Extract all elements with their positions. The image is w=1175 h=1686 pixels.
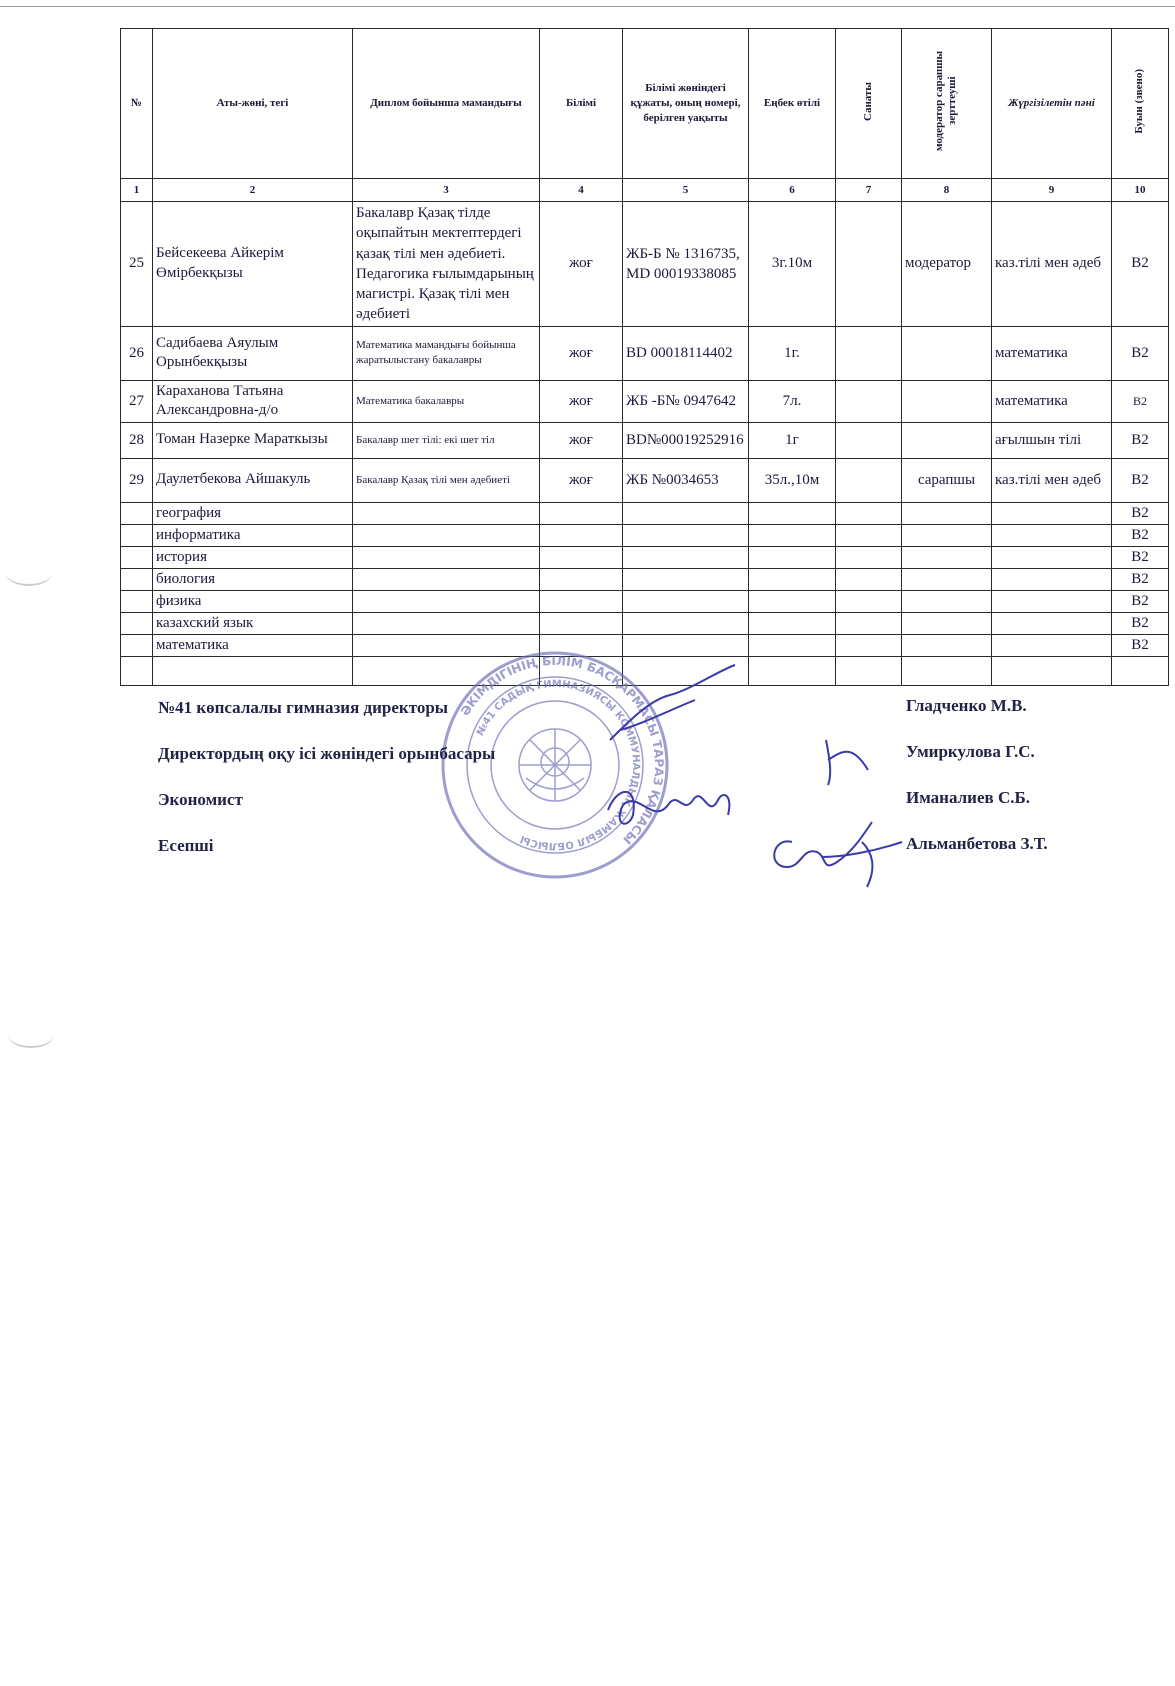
seal-inner-text: №41 САДЫҚ ГИМНАЗИЯСЫ КОММУНАЛДЫҚ ЖАМБЫЛ ОБЛЫСЫ [475,678,642,852]
row-role [902,326,992,380]
subject-name: биология [153,568,353,590]
signature-name-director: Гладченко М.В. [906,696,1027,715]
row-zveno: B2 [1112,202,1169,327]
subject-name: история [153,546,353,568]
header-category-cell [836,29,902,179]
subject-zveno: B2 [1112,590,1169,612]
subject-zveno: B2 [1112,524,1169,546]
row-diploma: Математика бакалавры [353,380,540,422]
header-experience: Еңбек өтілі [749,29,836,179]
signature-title-deputy: Директордың оқу ісі жөніндегі орынбасары [158,744,496,763]
subject-row [121,590,1169,612]
subject-zveno: B2 [1112,634,1169,656]
header-no: № [121,29,153,179]
row-subject: ағылшын тілі [992,422,1112,458]
row-category [836,380,902,422]
table-row [121,422,1169,458]
row-name: Даулетбекова Айшакуль [153,458,353,502]
handwritten-signature [600,660,740,750]
column-number: 5 [623,179,749,202]
subject-zveno: B2 [1112,612,1169,634]
row-education: жоғ [540,202,623,327]
row-name: Бейсекеева Айкерім Өмірбекқызы [153,202,353,327]
subject-row [121,546,1169,568]
row-zveno: B2 [1112,458,1169,502]
header-diploma: Диплом бойынша мамандығы [353,29,540,179]
subject-zveno: B2 [1112,546,1169,568]
row-experience: 7л. [749,380,836,422]
row-category [836,326,902,380]
row-role: сарапшы [902,458,992,502]
table-row [121,458,1169,502]
row-zveno: B2 [1112,326,1169,380]
row-no: 28 [121,422,153,458]
row-name: Садибаева Аяулым Орынбекқызы [153,326,353,380]
signature-name-accountant: Альманбетова З.Т. [906,834,1048,853]
signature-title-accountant: Есепші [158,836,214,855]
table-row [121,380,1169,422]
row-education: жоғ [540,458,623,502]
row-experience: 1г. [749,326,836,380]
subject-zveno: B2 [1112,502,1169,524]
row-experience: 3г.10м [749,202,836,327]
row-education: жоғ [540,422,623,458]
row-zveno: B2 [1112,380,1169,422]
row-no: 27 [121,380,153,422]
subject-row [121,502,1169,524]
row-document: ЖБ-Б № 1316735, MD 00019338085 [623,202,749,327]
row-education: жоғ [540,326,623,380]
subject-name: физика [153,590,353,612]
header-role-cell [902,29,992,179]
column-number: 9 [992,179,1112,202]
table-row [121,202,1169,327]
row-experience: 1г [749,422,836,458]
row-subject: математика [992,326,1112,380]
column-number: 2 [153,179,353,202]
signature-name-deputy: Умиркулова Г.С. [906,742,1035,761]
row-no: 29 [121,458,153,502]
row-subject: математика [992,380,1112,422]
row-document: ЖБ -Б№ 0947642 [623,380,749,422]
header-role: модератор сарапшы зерттеуші [933,51,959,152]
column-numbers-row [121,179,1169,202]
subject-name: информатика [153,524,353,546]
subject-row [121,612,1169,634]
header-zveno: Буын (звено) [1133,68,1146,134]
header-subject: Жүргізілетін пәні [992,29,1112,179]
column-number: 1 [121,179,153,202]
header-row [121,29,1169,179]
seal-outer-text: ӘКІМДІГІНІҢ БІЛІМ БАСҚАРМАСЫ ТАРАЗ ҚАЛАСЫ [457,653,667,847]
row-category [836,202,902,327]
row-name: Томан Назерке Мараткызы [153,422,353,458]
header-education: Білімі [540,29,623,179]
row-role [902,422,992,458]
subject-zveno: B2 [1112,568,1169,590]
staff-table [120,28,1169,686]
header-zveno-cell [1112,29,1169,179]
column-number: 4 [540,179,623,202]
row-role: модератор [902,202,992,327]
row-document: ЖБ №0034653 [623,458,749,502]
signature-title-economist: Экономист [158,790,243,809]
subject-name: казахский язык [153,612,353,634]
subject-name: математика [153,634,353,656]
subject-row [121,524,1169,546]
row-category [836,458,902,502]
row-diploma: Бакалавр Қазақ тілі мен әдебиеті [353,458,540,502]
signature-name-economist: Иманалиев С.Б. [906,788,1030,807]
column-number: 3 [353,179,540,202]
column-number: 6 [749,179,836,202]
scan-mark [8,1022,54,1048]
header-name: Аты-жөні, тегі [153,29,353,179]
top-rule [0,6,1175,7]
header-document: Білімі жөніндегі құжаты, оның номері, берілген уақыты [623,29,749,179]
row-diploma: Бакалавр шет тілі: екі шет тіл [353,422,540,458]
row-document: BD 00018114402 [623,326,749,380]
row-no: 26 [121,326,153,380]
row-role [902,380,992,422]
column-number: 8 [902,179,992,202]
handwritten-signature [818,730,878,790]
row-zveno: B2 [1112,422,1169,458]
emblem-icon [519,729,591,801]
row-subject: каз.тілі мен әдеб [992,458,1112,502]
scan-mark [6,560,52,586]
row-subject: каз.тілі мен әдеб [992,202,1112,327]
row-education: жоғ [540,380,623,422]
header-category: Санаты [861,81,874,121]
row-category [836,422,902,458]
subject-name: география [153,502,353,524]
row-document: BD№00019252916 [623,422,749,458]
table-row [121,326,1169,380]
row-diploma: Бакалавр Қазақ тілде оқыпайтын мектептердегі қазақ тілі мен әдебиеті. Педагогика ғылымдарының магистрі. Қазақ тілі мен әдебиеті [353,202,540,327]
row-experience: 35л.,10м [749,458,836,502]
row-name: Караханова Татьяна Александровна-д/о [153,380,353,422]
column-number: 7 [836,179,902,202]
row-diploma: Математика мамандығы бойынша жаратылыстану бакалавры [353,326,540,380]
handwritten-signature [598,770,738,840]
subject-row [121,568,1169,590]
column-number: 10 [1112,179,1169,202]
signature-title-director: №41 көпсалалы гимназия директоры [158,698,449,717]
handwritten-signature [762,812,912,892]
row-no: 25 [121,202,153,327]
